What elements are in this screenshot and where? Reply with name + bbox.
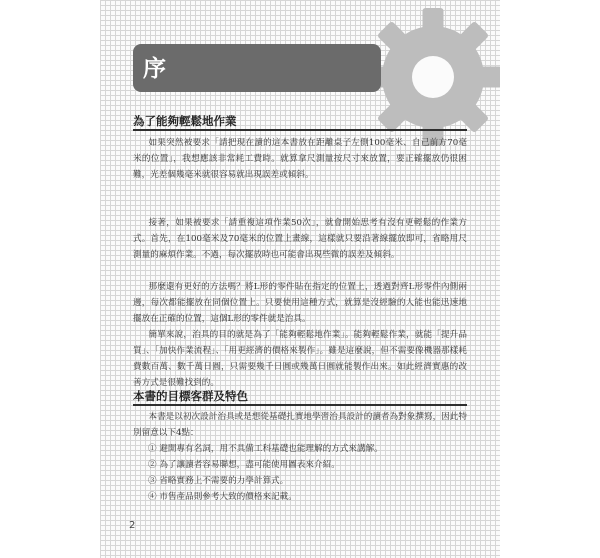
section-heading-audience: 本書的目標客群及特色 — [133, 389, 248, 403]
paragraph: 本書是以初次設計治具或是想從基礎扎實地學習治具設計的讀者為對象撰寫，因此特別留意以下4點： — [133, 412, 467, 438]
section-divider — [133, 129, 467, 131]
paragraph: 接著，如果被要求「請重複這項作業50次」，就會開始思考有沒有更輕鬆的作業方式。首先，在100毫米及70毫米的位置上畫線，這樣就只要沿著線擺放即可，省略用尺測量的麻煩作業。不過，每次擺放時也可能會出現些微的誤差及傾斜。 — [133, 218, 467, 260]
chapter-title: 序 — [143, 56, 166, 82]
section-heading-easy-work: 為了能夠輕鬆地作業 — [133, 114, 237, 128]
chapter-header-banner — [133, 44, 381, 92]
list-item: ② 為了讓讀者容易聯想，盡可能使用圖表來介紹。 — [148, 460, 340, 470]
book-page — [100, 0, 500, 558]
section-divider — [133, 404, 467, 406]
page-number: 2 — [129, 520, 136, 531]
list-item: ③ 省略實務上不需要的力學計算式。 — [148, 476, 289, 486]
paragraph: 如果突然被要求「請把現在讀的這本書放在距離桌子左側100毫米、自己前方70毫米的位置」，我想應該非常耗工費時。就算拿尺測量按尺寸來放置，要正確擺放仍很困難，光差個幾毫米就很容易就出現誤差或傾斜。 — [133, 138, 467, 180]
list-item: ① 避開專有名詞，用不具備工科基礎也能理解的方式來講解。 — [148, 444, 383, 454]
list-item: ④ 市售產品則參考大致的價格來記載。 — [148, 492, 297, 502]
paragraph: 那麼還有更好的方法嗎？將L形的零件貼在指定的位置上，透過對齊L形零件內側兩邊，每次都能擺放在同個位置上。只要使用這種方式，就算是沒經驗的人能也能迅速地擺放在正確的位置，這個L形的零件就是治具。 — [133, 282, 467, 324]
paragraph: 簡單來說，治具的目的就是為了「能夠輕鬆地作業」。能夠輕鬆作業，就能「提升品質」、「加快作業流程」、「用更經濟的價格來製作」。雖是這麼說，但不需要像機器那樣耗費數百萬、數千萬日圓，只需要幾千日圓或幾萬日圓就能製作出來。如此經濟實惠的改善方式是很難找到的。 — [133, 330, 467, 388]
